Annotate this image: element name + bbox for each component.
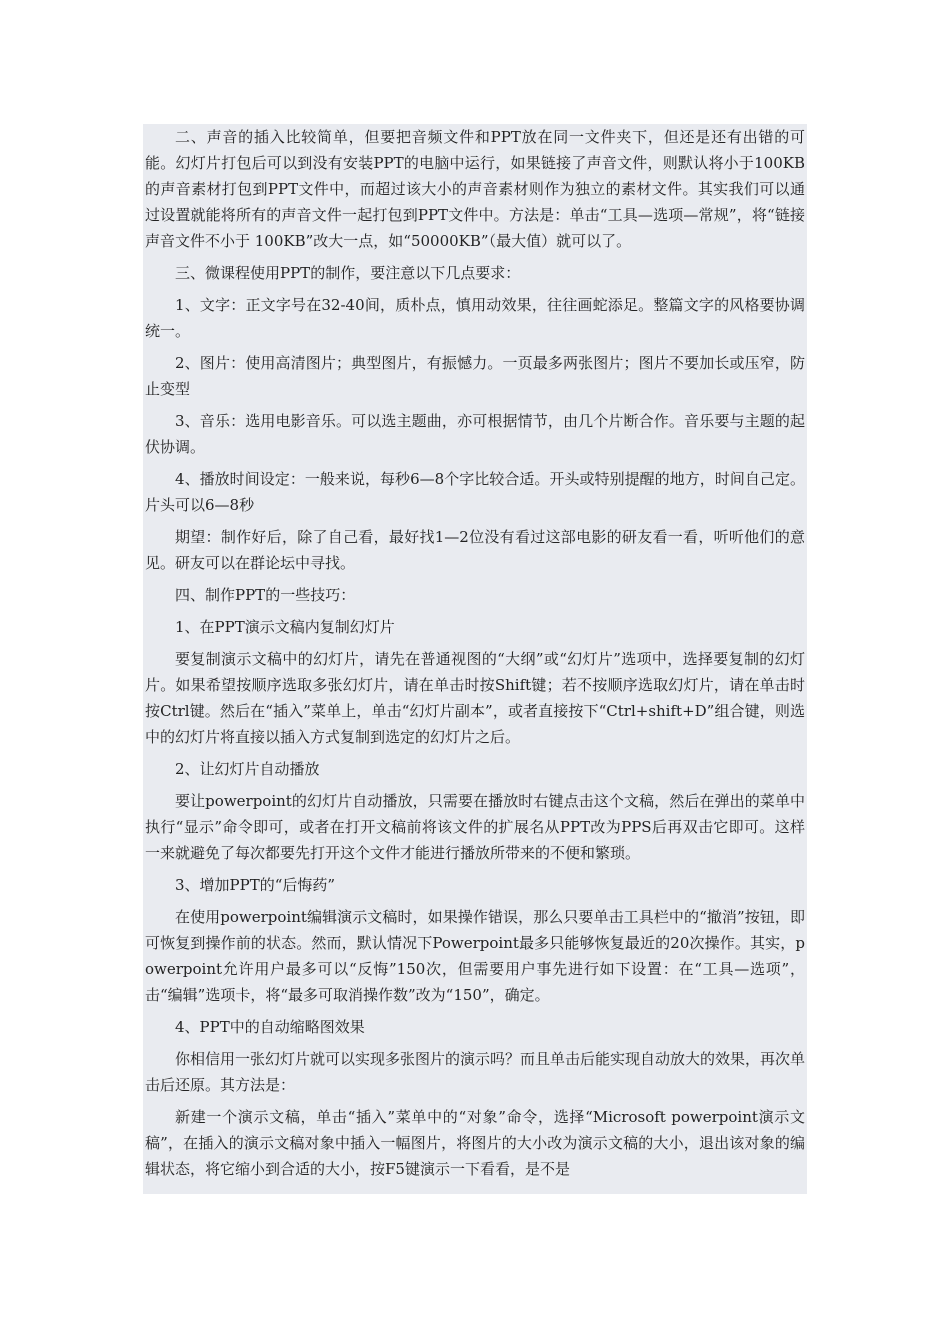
paragraph-timing-requirement: 4、播放时间设定：一般来说，每秒6—8个字比较合适。开头或特别提醒的地方，时间自己定。片头可以6—8秒 (145, 470, 805, 514)
paragraph-tip-one-heading: 1、在PPT演示文稿内复制幻灯片 (175, 618, 395, 636)
paragraph-expectation: 期望：制作好后，除了自己看，最好找1—2位没有看过这部电影的研友看一看，听听他们的意见。研友可以在群论坛中寻找。 (145, 528, 805, 572)
paragraph-tip-two-body: 要让powerpoint的幻灯片自动播放，只需要在播放时右键点击这个文稿，然后在弹出的菜单中执行“显示”命令即可，或者在打开文稿前将该文件的扩展名从PPT改为PPS后再双击它即可。这样一来就避免了每次都要先打开这个文件才能进行播放所带来的不便和繁琐。 (145, 792, 805, 862)
paragraph-audio-insert: 二、声音的插入比较简单，但要把音频文件和PPT放在同一文件夹下，但还是还有出错的可能。幻灯片打包后可以到没有安装PPT的电脑中运行，如果链接了声音文件，则默认将小于100KB的声音素材打包到PPT文件中，而超过该大小的声音素材则作为独立的素材文件。其实我们可以通过设置就能将所有的声音文件一起打包到PPT文件中。方法是：单击“工具—选项—常规”，将“链接声音文件不小于 100KB”改大一点，如“50000KB”（最大值）就可以了。 (145, 128, 805, 250)
paragraph-tip-two-heading: 2、让幻灯片自动播放 (175, 760, 320, 778)
paragraph-music-requirement: 3、音乐：选用电影音乐。可以选主题曲，亦可根据情节，由几个片断合作。音乐要与主题的起伏协调。 (145, 412, 805, 456)
paragraph-tip-four-body: 新建一个演示文稿，单击“插入”菜单中的“对象”命令，选择“Microsoft powerpoint演示文稿”，在插入的演示文稿对象中插入一幅图片，将图片的大小改为演示文稿的大小，退出该对象的编辑状态，将它缩小到合适的大小，按F5键演示一下看看，是不是 (145, 1108, 805, 1178)
paragraph-image-requirement: 2、图片：使用高清图片；典型图片，有振憾力。一页最多两张图片；图片不要加长或压窄，防止变型 (145, 354, 805, 398)
paragraph-tip-three-heading: 3、增加PPT的“后悔药” (175, 876, 336, 894)
paragraph-tip-one-body: 要复制演示文稿中的幻灯片，请先在普通视图的“大纲”或“幻灯片”选项中，选择要复制的幻灯片。如果希望按顺序选取多张幻灯片，请在单击时按Shift键；若不按顺序选取幻灯片，请在单击时按Ctrl键。然后在“插入”菜单上，单击“幻灯片副本”，或者直接按下“Ctrl+shift+D”组合键，则选中的幻灯片将直接以插入方式复制到选定的幻灯片之后。 (145, 650, 805, 746)
paragraph-tip-four-heading: 4、PPT中的自动缩略图效果 (175, 1018, 365, 1036)
paragraph-text-requirement: 1、文字：正文字号在32-40间，质朴点，慎用动效果，往往画蛇添足。整篇文字的风格要协调统一。 (145, 296, 805, 340)
paragraph-section-three-heading: 三、微课程使用PPT的制作，要注意以下几点要求： (175, 264, 521, 282)
article-text-block (143, 124, 807, 1194)
paragraph-tip-four-intro: 你相信用一张幻灯片就可以实现多张图片的演示吗？而且单击后能实现自动放大的效果，再次单击后还原。其方法是： (145, 1050, 806, 1094)
paragraph-section-four-heading: 四、制作PPT的一些技巧： (175, 586, 356, 604)
paragraph-tip-three-body: 在使用powerpoint编辑演示文稿时，如果操作错误，那么只要单击工具栏中的“撤消”按钮，即可恢复到操作前的状态。然而，默认情况下Powerpoint最多只能够恢复最近的20次操作。其实，powerpoint允许用户最多可以“反悔”150次，但需要用户事先进行如下设置：在“工具—选项”，击“编辑”选项卡，将“最多可取消操作数”改为“150”，确定。 (145, 908, 805, 1004)
